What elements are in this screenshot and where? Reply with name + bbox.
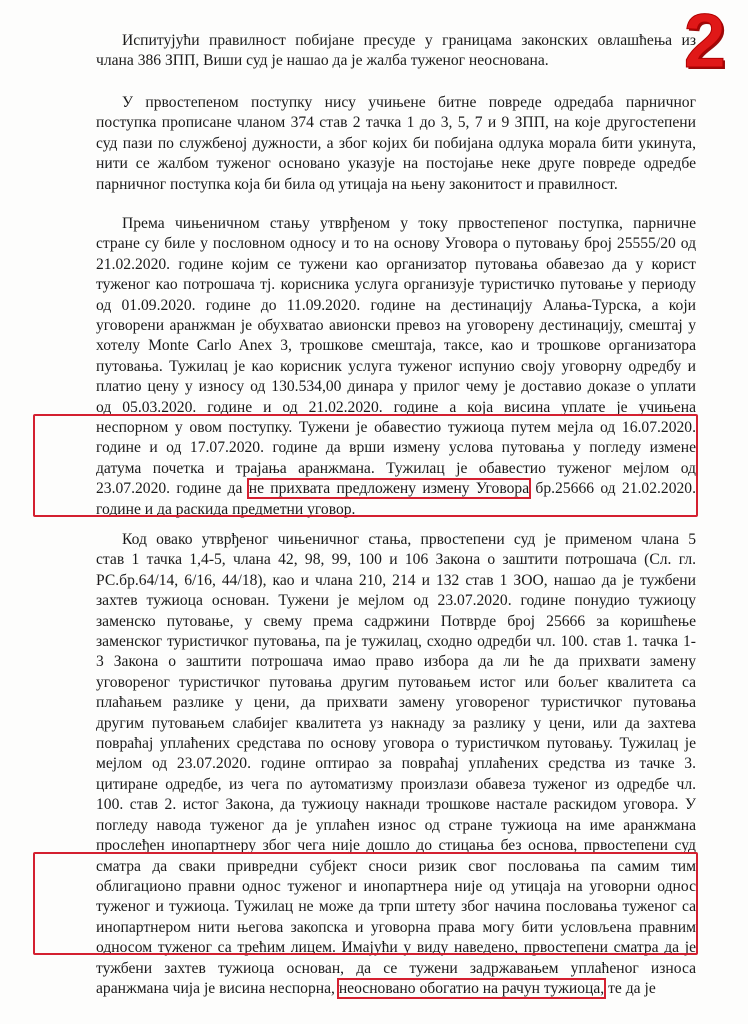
text-line: сматра да сваки привредни субјект сноси ризик свог пословања па самим тим bbox=[96, 857, 696, 875]
text-line: године и да раскида предметни уговор. bbox=[96, 500, 356, 518]
text-line: тужбени захтев тужиоца основан, да се тужени задржавањем уплаћеног износа bbox=[96, 959, 696, 977]
text-line: захтев тужиоца основан. Тужени је мејлом од 23.07.2020. године понудио тужиоцу bbox=[96, 592, 696, 610]
highlighted-phrase-unjust-enrichment: неосновано обогатио на рачун тужиоца, bbox=[338, 979, 605, 997]
text-line: заменског туристичког путовања, па је тужилац, сходно одредби чл. 100. став 1. тачка 1- bbox=[96, 633, 696, 651]
text-line: 3 Закона о заштити потрошача имао право избора да ли ће да прихвати замену bbox=[96, 653, 696, 671]
text-line: путовања. Тужилац је као корисник услуга туженог испунио своју уговорну одредбу и bbox=[96, 357, 696, 375]
text-line: Према чињеничном стању утврђеном у току првостепеног поступка, парничне bbox=[122, 215, 696, 232]
text-line: хотелу Monte Carlo Anex 3, трошкове смештаја, таксе, као и трошкове организатора bbox=[96, 337, 696, 355]
paragraph-1 bbox=[96, 31, 696, 72]
text-line: 100. став 2. истог Закона, да тужиоцу накнади трошкове настале раскидом уговора. У bbox=[96, 796, 696, 814]
page-number-marker: 2 bbox=[683, 0, 726, 84]
text-line: Испитујући правилност побијане пресуде у границама законских овлашћења из bbox=[122, 32, 696, 49]
text-line: мејлом од 23.07.2020. године оптирао за повраћај уплаћених средства из тачке 3. bbox=[96, 755, 696, 773]
text-line: уговорени аранжман је обухватао авионски превоз на уговорену дестинацију, смештај у bbox=[96, 317, 696, 335]
text-line: 23.07.2020. године да не прихвата предложену измену Уговора бр.25666 од 21.02.2020. bbox=[96, 480, 696, 498]
text-line: године и од 17.07.2020. године да врши измену услова путовања у погледу измене bbox=[96, 439, 696, 457]
text-line: повраћај уплаћених средстава по основу уговора о туристичком путовању. Тужилац је bbox=[96, 735, 696, 753]
text-line: туженог и тужиоца. Тужилац не може да трпи штету због начина пословања туженог са bbox=[96, 898, 696, 916]
text-line: туженог као потрошача тј. корисника услуга организује туристичко путовање у периоду bbox=[96, 276, 696, 294]
text-line: односом туженог са трећим лицем. Имајући у виду наведено, првостепени сматра да је bbox=[96, 939, 696, 957]
text-line: стране су биле у пословном односу и то на основу Уговора о путовању број 25555/20 од bbox=[96, 235, 696, 253]
text-line: облигационо правни однос туженог и инопартнера није од утицаја на уговорни однос bbox=[96, 877, 696, 895]
text-line: Код овако утврђеног чињеничног стања, првостепени суд је применом члана 5 bbox=[122, 531, 696, 548]
text-line: неспорном у овом поступку. Тужени је обавестио тужиоца путем мејла од 16.07.2020. bbox=[96, 419, 696, 437]
text-line: уговореног туристичког путовања другим путовањем истог или бољег квалитета са bbox=[96, 673, 696, 691]
text-line: плаћањем разлике у цени, да прихвати замену уговореног туристичког путовања bbox=[96, 694, 696, 712]
text-line: инопартнером нити његова закопска и уговорна права могу бити условљена правним bbox=[96, 918, 696, 936]
text-line: платио цену у износу од 130.534,00 динара у прилог чему је доставио доказе о уплати bbox=[96, 378, 696, 396]
text-line: парничног поступка која би била од утицаја на њену законитост и правилност. bbox=[96, 175, 618, 193]
paragraph-2 bbox=[96, 93, 696, 195]
text-line: аранжмана чија је висина неспорна, неосновано обогатио на рачун тужиоца, те да је bbox=[96, 979, 656, 997]
highlight-box-email-notice bbox=[33, 414, 698, 517]
text-line: од 01.09.2020. године до 11.09.2020. године на дестинацију Алања-Турска, а који bbox=[96, 296, 696, 314]
text-line: суд пази по службеној дужности, а због којих би побијана одлука морала бити укинута, bbox=[96, 134, 696, 152]
text-line: члана 386 ЗПП, Виши суд је нашао да је жалба туженог неоснована. bbox=[96, 52, 549, 70]
text-line: погледу навода туженог да је уплаћен износ од стране тужиоца на име аранжмана bbox=[96, 816, 696, 834]
text-line: цитиране одредбе, из чега по аутоматизму произлази обавеза туженог из одредбе чл. bbox=[96, 775, 696, 793]
text-line: нити се жалбом туженог основано указује на постојање неке друге повреде одредбе bbox=[96, 155, 696, 173]
text-line: 21.02.2020. године којим се тужени као организатор путовања обавезао да у корист bbox=[96, 255, 696, 273]
text-line: прослеђен инопартнеру због чега није дошло до стицања без основа, првостепени суд bbox=[96, 837, 696, 855]
text-line: РС.бр.64/14, 6/16, 44/18), као и члана 210, 214 и 132 став 1 ЗОО, нашао да је тужбени bbox=[96, 571, 696, 589]
text-line: У првостепеном поступку нису учињене битне повреде одредаба парничног bbox=[122, 94, 696, 111]
highlighted-phrase-contract-change: не прихвата предложену измену Уговора bbox=[248, 480, 530, 498]
text-line: датума почетка и трајања аранжмана. Тужилац је обавестио туженог мејлом од bbox=[96, 459, 696, 477]
text-line: став 1 тачка 1,4-5, члана 42, 98, 99, 100 и 106 Закона о заштити потрошача (Сл. гл. bbox=[96, 551, 696, 569]
text-line: од 05.03.2020. године и од 21.02.2020. године а која висина уплате је учињена bbox=[96, 398, 696, 416]
text-line: другим путовањем слабијег квалитета уз накнаду за разлику у цени, или да захтева bbox=[96, 714, 696, 732]
text-line: заменско путовање, у свему према садржини Потврде број 25666 за коришћење bbox=[96, 612, 696, 630]
highlight-box-business-risk bbox=[33, 852, 698, 955]
text-line: поступка прописане чланом 374 став 2 тачка 1 до 3, 5, 7 и 9 ЗПП, на које другостепени bbox=[96, 114, 696, 132]
